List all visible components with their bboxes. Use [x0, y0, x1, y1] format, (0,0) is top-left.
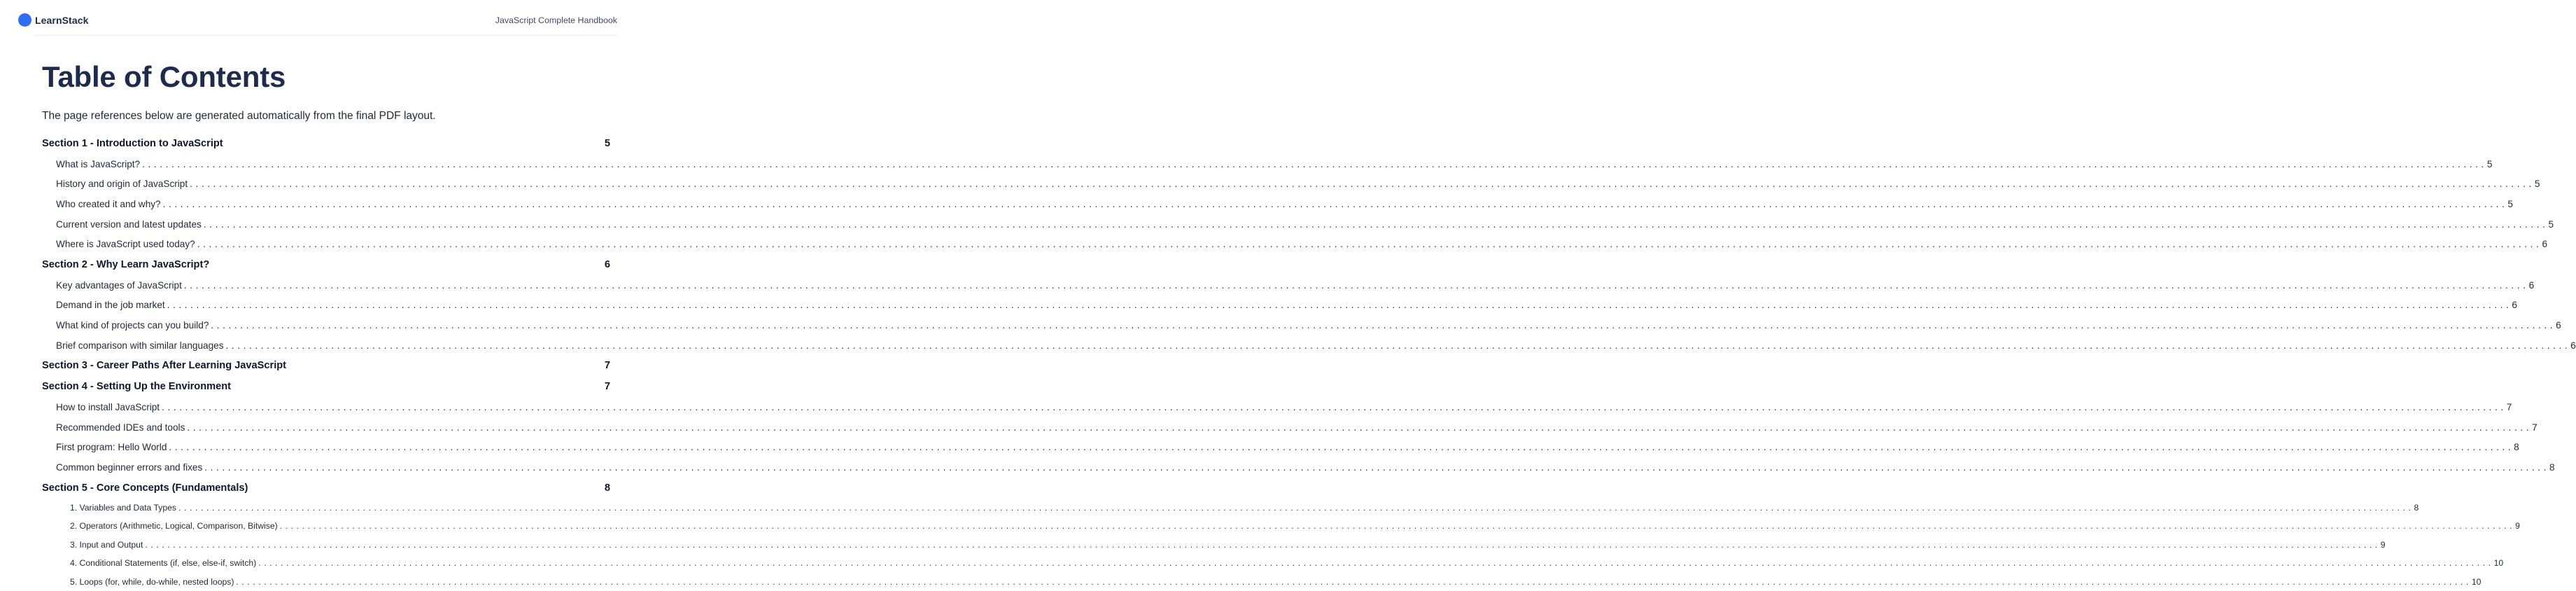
toc-entry[interactable] [42, 438, 2519, 458]
toc-entry-page-number: 8 [2514, 442, 2519, 453]
header-divider [35, 35, 617, 36]
document-title: JavaScript Complete Handbook [495, 15, 617, 25]
dot-leader: ................................................................................................................................................................................................................................................................................................................................................................................................................ [142, 158, 2487, 169]
toc-entry-page-number: 6 [2542, 239, 2547, 250]
page-header [18, 13, 617, 29]
toc-entry-title: 2. Operators (Arithmetic, Logical, Comparison, Bitwise) [70, 521, 278, 531]
toc-entry[interactable] [42, 397, 2512, 417]
dot-leader: ................................................................................................................................................................................................................................................................................................................................................................................................................ [211, 319, 2556, 331]
toc-section-entry[interactable] [42, 254, 610, 275]
dot-leader: ................................................................................................................................................................................................................................................................................................................................................................................................................ [169, 442, 2514, 453]
dot-leader: ................................................................................................................................................................................................................................................................................................................................................................................................................ [178, 502, 2414, 513]
toc-entry[interactable] [42, 517, 2520, 536]
toc-entry-title: Section 3 - Career Paths After Learning JavaScript [42, 360, 287, 372]
toc-entry-page-number: 6 [604, 258, 610, 270]
dot-leader: ................................................................................................................................................................................................................................................................................................................................................................................................................ [225, 340, 2571, 351]
toc-entry[interactable] [42, 457, 2555, 478]
toc-entry-title: What is JavaScript? [56, 158, 141, 169]
toc-entry[interactable] [42, 154, 2493, 174]
toc-entry-page-number: 5 [2548, 218, 2554, 230]
toc-entry-page-number: 6 [2512, 300, 2517, 311]
toc-entry[interactable] [42, 417, 2538, 438]
table-of-contents [42, 133, 2576, 591]
toc-entry-title: Demand in the job market [56, 300, 165, 311]
toc-section-entry[interactable] [42, 478, 610, 499]
toc-entry-title: Key advantages of JavaScript [56, 279, 182, 291]
toc-entry-page-number: 8 [2414, 502, 2419, 513]
toc-entry-page-number: 8 [604, 482, 610, 494]
toc-entry-title: Section 4 - Setting Up the Environment [42, 381, 232, 393]
toc-entry[interactable] [42, 335, 2576, 356]
toc-entry[interactable] [42, 296, 2517, 316]
dot-leader: ................................................................................................................................................................................................................................................................................................................................................................................................................ [145, 539, 2381, 550]
toc-entry-title: Recommended IDEs and tools [56, 422, 185, 433]
toc-entry[interactable] [42, 554, 2504, 573]
toc-entry-title: Section 1 - Introduction to JavaScript [42, 138, 223, 149]
brand-logo-icon [18, 13, 31, 27]
toc-entry-title: How to install JavaScript [56, 402, 160, 413]
dot-leader: ................................................................................................................................................................................................................................................................................................................................................................................................................ [204, 461, 2550, 473]
dot-leader: ................................................................................................................................................................................................................................................................................................................................................................................................................ [183, 279, 2529, 291]
dot-leader: ................................................................................................................................................................................................................................................................................................................................................................................................................ [190, 179, 2535, 190]
toc-entry-page-number: 7 [604, 381, 610, 393]
toc-entry-page-number: 5 [2534, 179, 2540, 190]
toc-entry-page-number: 5 [2507, 198, 2513, 209]
toc-entry-page-number: 5 [604, 138, 610, 149]
toc-entry-title: Current version and latest updates [56, 218, 202, 230]
toc-entry-title: Who created it and why? [56, 198, 161, 209]
toc-entry[interactable] [42, 315, 2561, 335]
dot-leader: ................................................................................................................................................................................................................................................................................................................................................................................................................ [258, 558, 2494, 569]
brand-name: LearnStack [35, 14, 89, 26]
toc-entry-title: Common beginner errors and fixes [56, 461, 203, 473]
dot-leader: ................................................................................................................................................................................................................................................................................................................................................................................................................ [279, 521, 2516, 531]
toc-entry-title: 3. Input and Output [70, 539, 143, 550]
toc-entry[interactable] [42, 234, 2547, 254]
page-title: Table of Contents [42, 60, 286, 93]
dot-leader: ................................................................................................................................................................................................................................................................................................................................................................................................................ [187, 422, 2533, 433]
toc-entry[interactable] [42, 499, 2419, 517]
toc-entry-page-number: 5 [2486, 158, 2493, 169]
dot-leader: ................................................................................................................................................................................................................................................................................................................................................................................................................ [203, 218, 2549, 230]
toc-entry-title: History and origin of JavaScript [56, 179, 188, 190]
toc-entry-page-number: 9 [2515, 521, 2520, 531]
toc-entry-page-number: 6 [2570, 340, 2576, 351]
dot-leader: ................................................................................................................................................................................................................................................................................................................................................................................................................ [162, 198, 2508, 209]
toc-section-entry[interactable] [42, 133, 610, 154]
toc-entry[interactable] [42, 214, 2554, 235]
toc-section-entry[interactable] [42, 376, 610, 397]
toc-entry-title: Section 2 - Why Learn JavaScript? [42, 258, 210, 270]
dot-leader: ................................................................................................................................................................................................................................................................................................................................................................................................................ [162, 402, 2507, 413]
toc-section-entry[interactable] [42, 355, 610, 376]
toc-entry-title: 5. Loops (for, while, do-while, nested loops) [70, 576, 234, 587]
toc-entry[interactable] [42, 174, 2540, 195]
toc-entry-title: Section 5 - Core Concepts (Fundamentals) [42, 482, 248, 494]
dot-leader: ................................................................................................................................................................................................................................................................................................................................................................................................................ [167, 300, 2512, 311]
dot-leader: ................................................................................................................................................................................................................................................................................................................................................................................................................ [197, 239, 2542, 250]
toc-entry-page-number: 6 [2528, 279, 2535, 291]
toc-entry-title: Where is JavaScript used today? [56, 239, 195, 250]
toc-entry[interactable] [42, 536, 2386, 555]
toc-entry-page-number: 7 [604, 360, 610, 372]
toc-entry[interactable] [42, 194, 2513, 214]
toc-entry-page-number: 7 [2532, 422, 2538, 433]
toc-entry[interactable] [42, 275, 2535, 296]
toc-entry-page-number: 6 [2556, 319, 2561, 331]
brand[interactable] [18, 13, 88, 27]
intro-text: The page references below are generated automatically from the final PDF layout. [42, 110, 436, 122]
toc-entry-page-number: 10 [2493, 558, 2504, 569]
toc-entry[interactable] [42, 573, 2482, 591]
toc-entry-page-number: 9 [2380, 539, 2386, 550]
dot-leader: ................................................................................................................................................................................................................................................................................................................................................................................................................ [236, 576, 2472, 587]
toc-entry-page-number: 10 [2471, 576, 2482, 587]
toc-entry-title: What kind of projects can you build? [56, 319, 209, 331]
toc-entry-page-number: 7 [2506, 402, 2512, 413]
toc-entry-page-number: 8 [2549, 461, 2555, 473]
toc-entry-title: First program: Hello World [56, 442, 167, 453]
toc-entry-title: 1. Variables and Data Types [70, 502, 176, 513]
toc-entry-title: 4. Conditional Statements (if, else, else-if, switch) [70, 558, 257, 569]
toc-entry-title: Brief comparison with similar languages [56, 340, 224, 351]
